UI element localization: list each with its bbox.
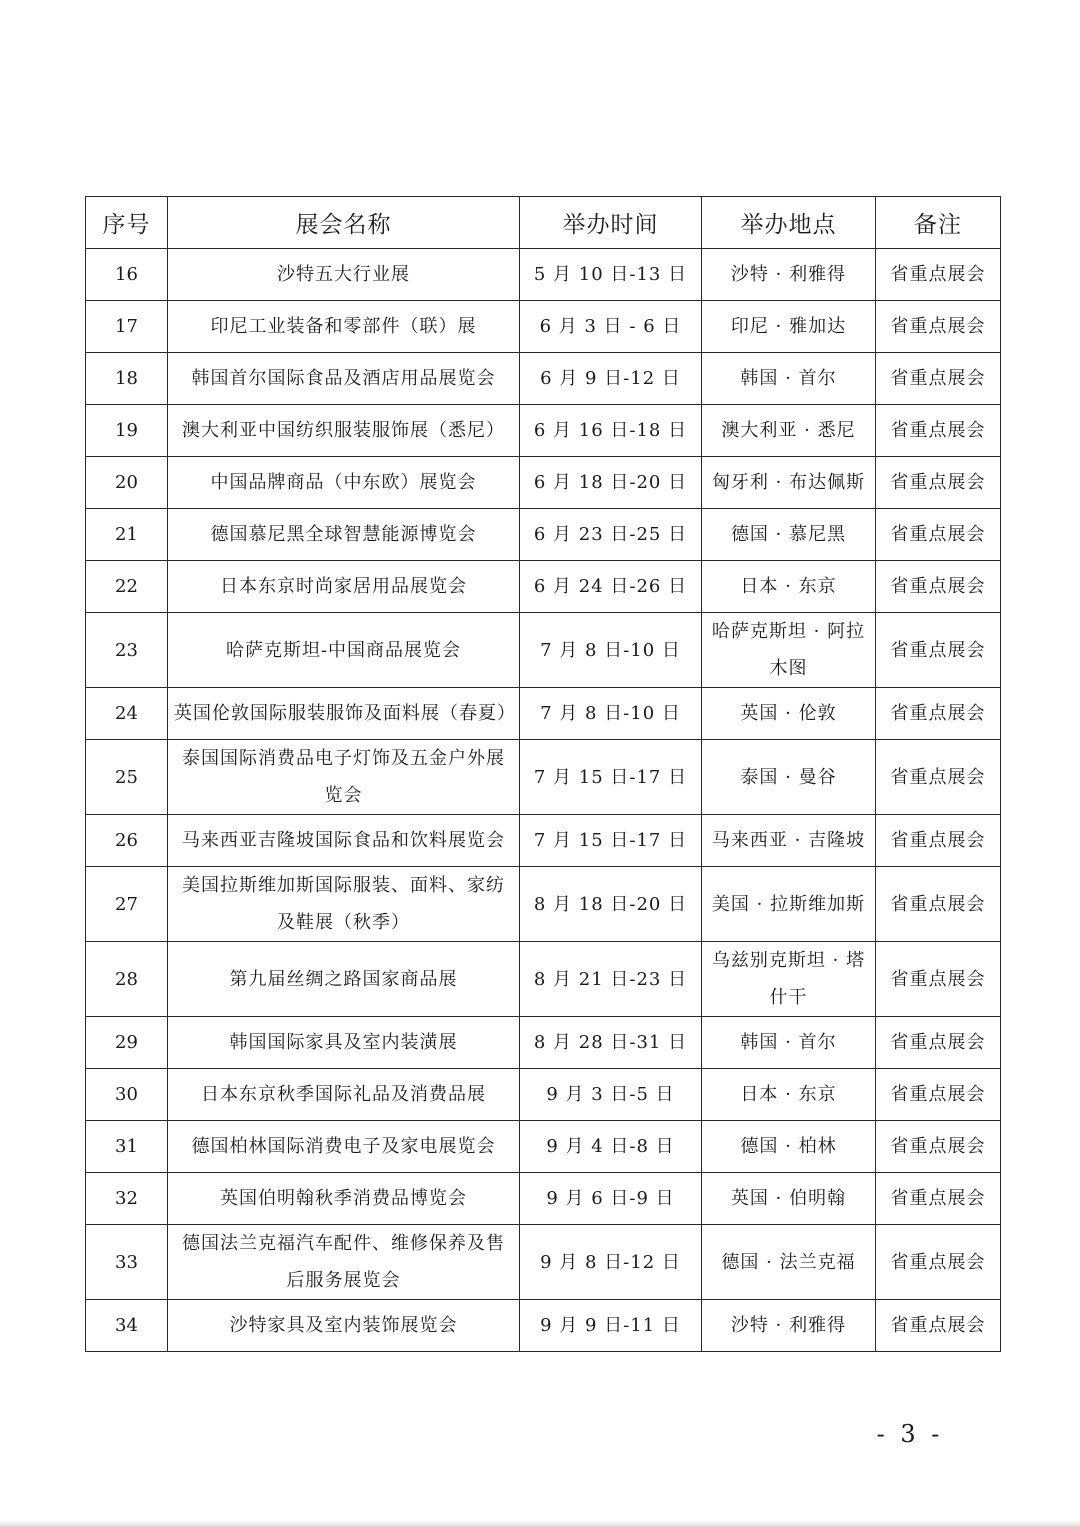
cell-location: 沙特 · 利雅得 — [702, 1300, 876, 1352]
table-row — [86, 405, 1001, 457]
cell-exhibition-name: 日本东京秋季国际礼品及消费品展 — [168, 1069, 520, 1121]
table-row — [86, 509, 1001, 561]
table-header-row — [86, 197, 1001, 249]
cell-remarks: 省重点展会 — [876, 1225, 1001, 1300]
cell-exhibition-name: 德国慕尼黑全球智慧能源博览会 — [168, 509, 520, 561]
cell-remarks: 省重点展会 — [876, 509, 1001, 561]
cell-location: 韩国 · 首尔 — [702, 353, 876, 405]
cell-date: 7 月 8 日-10 日 — [520, 613, 702, 688]
cell-remarks: 省重点展会 — [876, 1069, 1001, 1121]
cell-remarks: 省重点展会 — [876, 353, 1001, 405]
cell-location: 沙特 · 利雅得 — [702, 249, 876, 301]
cell-date: 8 月 21 日-23 日 — [520, 942, 702, 1017]
cell-serial-number: 17 — [86, 301, 168, 353]
cell-date: 6 月 18 日-20 日 — [520, 457, 702, 509]
cell-serial-number: 16 — [86, 249, 168, 301]
table-row — [86, 867, 1001, 942]
cell-location: 日本 · 东京 — [702, 561, 876, 613]
cell-remarks: 省重点展会 — [876, 613, 1001, 688]
table-row — [86, 942, 1001, 1017]
cell-serial-number: 20 — [86, 457, 168, 509]
cell-date: 6 月 9 日-12 日 — [520, 353, 702, 405]
table-row — [86, 1225, 1001, 1300]
cell-location: 乌兹别克斯坦 · 塔什干 — [702, 942, 876, 1017]
header-remarks: 备注 — [876, 197, 1001, 249]
cell-serial-number: 25 — [86, 740, 168, 815]
cell-serial-number: 22 — [86, 561, 168, 613]
cell-location: 马来西亚 · 吉隆坡 — [702, 815, 876, 867]
cell-serial-number: 24 — [86, 688, 168, 740]
cell-serial-number: 28 — [86, 942, 168, 1017]
cell-remarks: 省重点展会 — [876, 301, 1001, 353]
table-row — [86, 561, 1001, 613]
cell-remarks: 省重点展会 — [876, 249, 1001, 301]
cell-date: 7 月 15 日-17 日 — [520, 815, 702, 867]
cell-location: 德国 · 法兰克福 — [702, 1225, 876, 1300]
cell-exhibition-name: 韩国国际家具及室内装潢展 — [168, 1017, 520, 1069]
table-row — [86, 1173, 1001, 1225]
cell-date: 8 月 28 日-31 日 — [520, 1017, 702, 1069]
cell-serial-number: 23 — [86, 613, 168, 688]
cell-remarks: 省重点展会 — [876, 1300, 1001, 1352]
table-row — [86, 688, 1001, 740]
cell-location: 日本 · 东京 — [702, 1069, 876, 1121]
cell-remarks: 省重点展会 — [876, 405, 1001, 457]
cell-exhibition-name: 德国柏林国际消费电子及家电展览会 — [168, 1121, 520, 1173]
cell-remarks: 省重点展会 — [876, 688, 1001, 740]
cell-remarks: 省重点展会 — [876, 1173, 1001, 1225]
cell-date: 6 月 24 日-26 日 — [520, 561, 702, 613]
cell-exhibition-name: 英国伯明翰秋季消费品博览会 — [168, 1173, 520, 1225]
cell-date: 8 月 18 日-20 日 — [520, 867, 702, 942]
cell-exhibition-name: 中国品牌商品（中东欧）展览会 — [168, 457, 520, 509]
cell-exhibition-name: 印尼工业装备和零部件（联）展 — [168, 301, 520, 353]
table-row — [86, 353, 1001, 405]
table-row — [86, 249, 1001, 301]
cell-location: 泰国 · 曼谷 — [702, 740, 876, 815]
cell-exhibition-name: 沙特家具及室内装饰展览会 — [168, 1300, 520, 1352]
table-row — [86, 1300, 1001, 1352]
cell-serial-number: 18 — [86, 353, 168, 405]
table-row — [86, 301, 1001, 353]
cell-date: 9 月 8 日-12 日 — [520, 1225, 702, 1300]
cell-exhibition-name: 马来西亚吉隆坡国际食品和饮料展览会 — [168, 815, 520, 867]
cell-location: 印尼 · 雅加达 — [702, 301, 876, 353]
cell-exhibition-name: 沙特五大行业展 — [168, 249, 520, 301]
cell-date: 6 月 23 日-25 日 — [520, 509, 702, 561]
cell-location: 哈萨克斯坦 · 阿拉木图 — [702, 613, 876, 688]
cell-location: 英国 · 伦敦 — [702, 688, 876, 740]
cell-remarks: 省重点展会 — [876, 740, 1001, 815]
cell-exhibition-name: 日本东京时尚家居用品展览会 — [168, 561, 520, 613]
cell-remarks: 省重点展会 — [876, 1121, 1001, 1173]
cell-date: 9 月 6 日-9 日 — [520, 1173, 702, 1225]
cell-exhibition-name: 第九届丝绸之路国家商品展 — [168, 942, 520, 1017]
table-row — [86, 815, 1001, 867]
cell-date: 6 月 16 日-18 日 — [520, 405, 702, 457]
cell-location: 德国 · 柏林 — [702, 1121, 876, 1173]
cell-remarks: 省重点展会 — [876, 1017, 1001, 1069]
table-row — [86, 1121, 1001, 1173]
cell-serial-number: 32 — [86, 1173, 168, 1225]
cell-location: 韩国 · 首尔 — [702, 1017, 876, 1069]
cell-serial-number: 27 — [86, 867, 168, 942]
cell-serial-number: 21 — [86, 509, 168, 561]
cell-location: 德国 · 慕尼黑 — [702, 509, 876, 561]
cell-remarks: 省重点展会 — [876, 457, 1001, 509]
header-location: 举办地点 — [702, 197, 876, 249]
cell-exhibition-name: 泰国国际消费品电子灯饰及五金户外展览会 — [168, 740, 520, 815]
cell-serial-number: 29 — [86, 1017, 168, 1069]
exhibition-table — [85, 196, 1001, 1352]
table-row — [86, 457, 1001, 509]
cell-serial-number: 34 — [86, 1300, 168, 1352]
cell-exhibition-name: 哈萨克斯坦-中国商品展览会 — [168, 613, 520, 688]
cell-serial-number: 30 — [86, 1069, 168, 1121]
header-serial-number: 序号 — [86, 197, 168, 249]
page-number: - 3 - — [876, 1420, 944, 1448]
table-row — [86, 740, 1001, 815]
cell-exhibition-name: 美国拉斯维加斯国际服装、面料、家纺及鞋展（秋季） — [168, 867, 520, 942]
table-row — [86, 1017, 1001, 1069]
header-exhibition-name: 展会名称 — [168, 197, 520, 249]
cell-exhibition-name: 韩国首尔国际食品及酒店用品展览会 — [168, 353, 520, 405]
cell-remarks: 省重点展会 — [876, 867, 1001, 942]
table-row — [86, 1069, 1001, 1121]
cell-date: 6 月 3 日 - 6 日 — [520, 301, 702, 353]
table-row — [86, 613, 1001, 688]
cell-remarks: 省重点展会 — [876, 561, 1001, 613]
cell-location: 澳大利亚 · 悉尼 — [702, 405, 876, 457]
cell-location: 美国 · 拉斯维加斯 — [702, 867, 876, 942]
cell-serial-number: 26 — [86, 815, 168, 867]
cell-date: 9 月 3 日-5 日 — [520, 1069, 702, 1121]
cell-serial-number: 33 — [86, 1225, 168, 1300]
cell-exhibition-name: 德国法兰克福汽车配件、维修保养及售后服务展览会 — [168, 1225, 520, 1300]
cell-serial-number: 31 — [86, 1121, 168, 1173]
cell-remarks: 省重点展会 — [876, 815, 1001, 867]
cell-date: 5 月 10 日-13 日 — [520, 249, 702, 301]
page-edge — [0, 1521, 1080, 1527]
table-body — [86, 249, 1001, 1352]
header-date: 举办时间 — [520, 197, 702, 249]
cell-serial-number: 19 — [86, 405, 168, 457]
cell-location: 匈牙利 · 布达佩斯 — [702, 457, 876, 509]
cell-date: 7 月 8 日-10 日 — [520, 688, 702, 740]
cell-exhibition-name: 英国伦敦国际服装服饰及面料展（春夏） — [168, 688, 520, 740]
cell-exhibition-name: 澳大利亚中国纺织服装服饰展（悉尼） — [168, 405, 520, 457]
cell-date: 9 月 9 日-11 日 — [520, 1300, 702, 1352]
cell-location: 英国 · 伯明翰 — [702, 1173, 876, 1225]
cell-remarks: 省重点展会 — [876, 942, 1001, 1017]
cell-date: 7 月 15 日-17 日 — [520, 740, 702, 815]
cell-date: 9 月 4 日-8 日 — [520, 1121, 702, 1173]
